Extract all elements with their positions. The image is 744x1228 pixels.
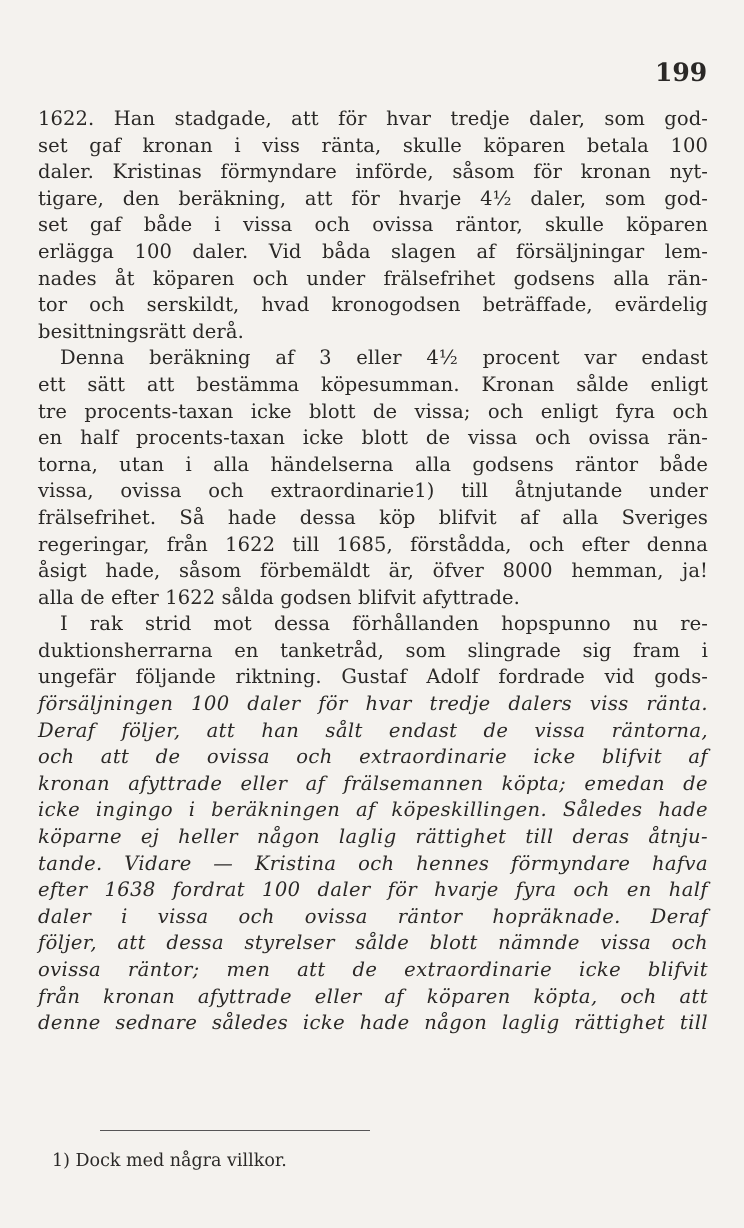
text-line: frälsefrihet. Så hade dessa köp blifvit af alla Sveriges — [38, 505, 708, 529]
text-line: från kronan afyttrade eller af köparen köpta, och att — [38, 984, 708, 1008]
text-line: torna, utan i alla händelserna alla godsens räntor både — [38, 452, 708, 476]
text-line: Deraf följer, att han sålt endast de vissa räntorna, — [38, 718, 708, 742]
text-line: tande. Vidare — Kristina och hennes förmyndare hafva — [38, 851, 708, 875]
text-line: daler. Kristinas förmyndare införde, såsom för kronan nyt- — [38, 160, 708, 184]
text-line: icke ingingo i beräkningen af köpeskillingen. Således hade — [38, 798, 708, 822]
text-line: ovissa räntor; men att de extraordinarie icke blifvit — [38, 958, 708, 981]
text-line: tre procents-taxan icke blott de vissa; och enligt fyra och — [38, 399, 708, 423]
text-line: nades åt köparen och under frälsefrihet godsens alla rän- — [38, 266, 708, 290]
text-line: besittningsrätt derå. — [38, 319, 244, 343]
text-line: tigare, den beräkning, att för hvarje 4½ daler, som god- — [38, 186, 708, 210]
text-line: Denna beräkning af 3 eller 4½ procent var endast — [60, 346, 708, 370]
text-line: följer, att dessa styrelser sålde blott nämnde vissa och — [38, 931, 708, 955]
text-line: denne sednare således icke hade någon laglig rättighet till — [38, 1011, 708, 1035]
text-line: efter 1638 fordrat 100 daler för hvarje fyra och en half — [38, 878, 708, 902]
footnote-divider — [100, 1130, 370, 1131]
text-line: regeringar, från 1622 till 1685, förstådda, och efter denna — [38, 532, 708, 556]
text-line: set gaf kronan i viss ränta, skulle köparen betala 100 — [38, 133, 708, 157]
text-line: tor och serskildt, hvad kronogodsen beträffade, evärdelig — [38, 293, 708, 317]
text-line: en half procents-taxan icke blott de vissa och ovissa rän- — [38, 426, 708, 450]
text-line: åsigt hade, såsom förbemäldt är, öfver 8000 hemman, ja! — [38, 559, 708, 583]
text-line: alla de efter 1622 sålda godsen blifvit afyttrade. — [38, 585, 520, 609]
text-line: försäljningen 100 daler för hvar tredje dalers viss ränta. — [38, 692, 708, 716]
text-line: ungefär följande riktning. Gustaf Adolf fordrade vid gods- — [38, 665, 708, 689]
body-text — [38, 106, 708, 1037]
text-line: erlägga 100 daler. Vid båda slagen af försäljningar lem- — [38, 239, 708, 263]
text-line: ett sätt att bestämma köpesumman. Kronan sålde enligt — [38, 372, 708, 396]
footnote: 1) Dock med några villkor. — [52, 1151, 287, 1171]
text-line: och att de ovissa och extraordinarie icke blifvit af — [38, 745, 708, 769]
text-line: set gaf både i vissa och ovissa räntor, skulle köparen — [38, 213, 708, 237]
text-line: köparne ej heller någon laglig rättighet till deras åtnju- — [38, 825, 708, 849]
text-line: daler i vissa och ovissa räntor hopräknade. Deraf — [38, 904, 708, 928]
text-line: duktionsherrarna en tanketråd, som slingrade sig fram i — [38, 638, 708, 662]
text-line: 1622. Han stadgade, att för hvar tredje daler, som god- — [38, 107, 708, 130]
text-line: kronan afyttrade eller af frälsemannen köpta; emedan de — [38, 771, 708, 795]
text-line: I rak strid mot dessa förhållanden hopspunno nu re- — [60, 612, 708, 636]
text-line: vissa, ovissa och extraordinarie1) till åtnjutande under — [38, 479, 708, 503]
page-number: 199 — [655, 58, 708, 87]
